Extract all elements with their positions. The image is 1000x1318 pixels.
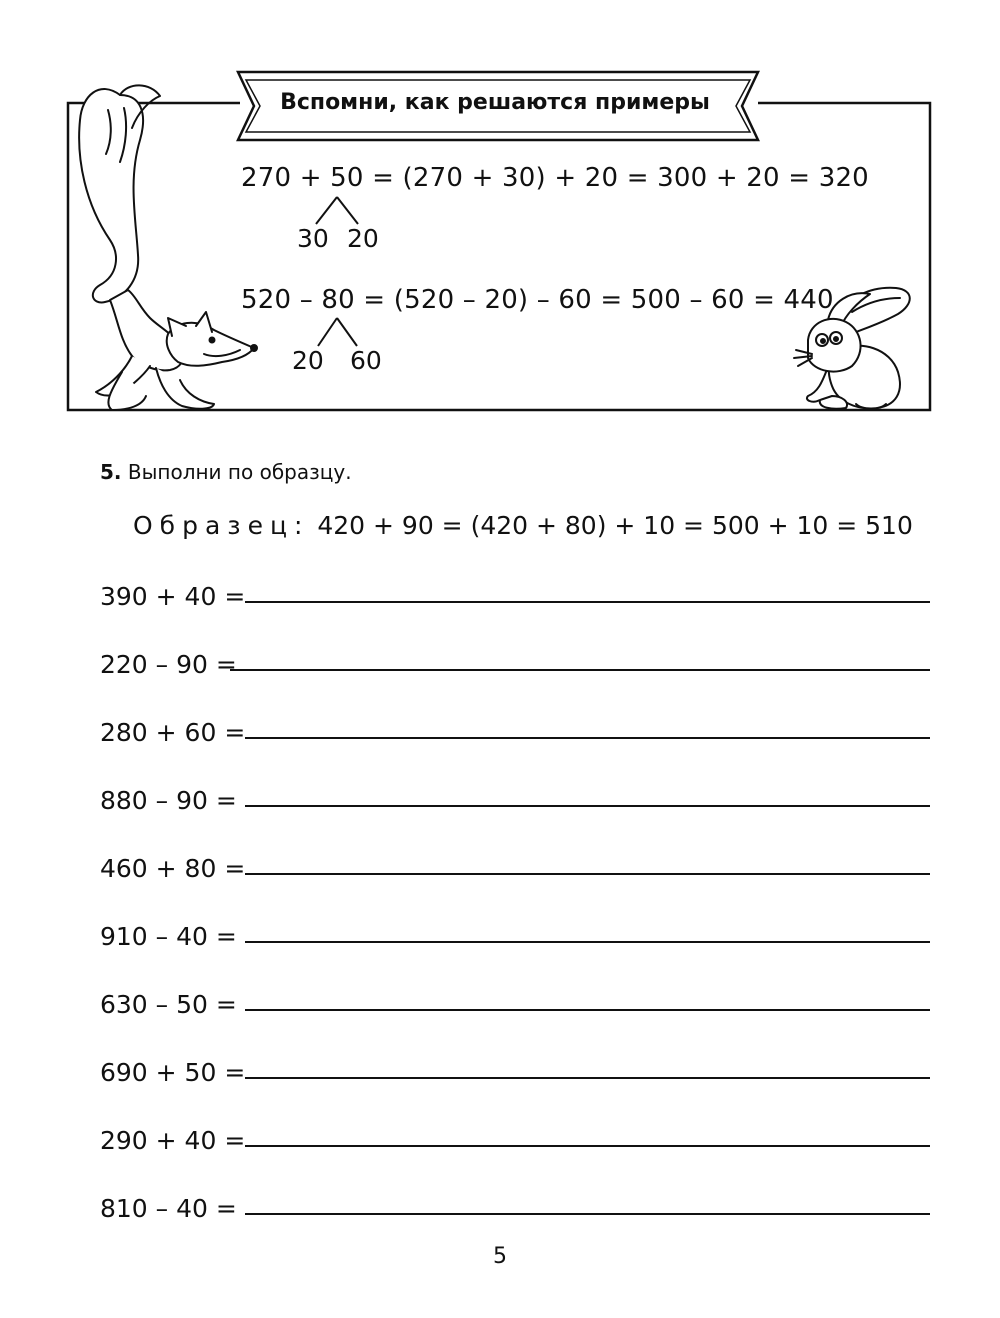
exercise-expression-6: 910 – 40 = [100, 922, 237, 951]
exercise-expression-5: 460 + 80 = [100, 854, 246, 883]
answer-line-10[interactable] [245, 1213, 930, 1215]
answer-line-2[interactable] [230, 669, 930, 671]
example-1-split-left: 30 [297, 224, 329, 253]
example-1-split-right: 20 [347, 224, 379, 253]
exercise-expression-7: 630 – 50 = [100, 990, 237, 1019]
exercise-expression-10: 810 – 40 = [100, 1194, 237, 1223]
exercise-expression-9: 290 + 40 = [100, 1126, 246, 1155]
example-1-equation: 270 + 50 = (270 + 30) + 20 = 300 + 20 = 320 [241, 163, 869, 193]
example-2-equation: 520 – 80 = (520 – 20) – 60 = 500 – 60 = 440 [241, 285, 834, 315]
example-2-split-left: 20 [292, 346, 324, 375]
split-branch-2 [318, 318, 357, 346]
answer-line-5[interactable] [245, 873, 930, 875]
reminder-frame [0, 0, 1000, 440]
task-number: 5. [100, 460, 122, 484]
task-heading [100, 460, 352, 484]
answer-line-3[interactable] [245, 737, 930, 739]
reminder-title: Вспомни, как решаются примеры [280, 90, 710, 115]
answer-line-8[interactable] [245, 1077, 930, 1079]
sample-label: Образец: [133, 511, 310, 540]
sample-line [133, 511, 913, 540]
answer-line-9[interactable] [245, 1145, 930, 1147]
exercise-expression-4: 880 – 90 = [100, 786, 237, 815]
task-instruction: Выполни по образцу. [127, 460, 352, 484]
answer-line-1[interactable] [245, 601, 930, 603]
answer-line-7[interactable] [245, 1009, 930, 1011]
fox-illustration [79, 85, 257, 410]
answer-line-6[interactable] [245, 941, 930, 943]
exercise-expression-1: 390 + 40 = [100, 582, 246, 611]
example-2-split-right: 60 [350, 346, 382, 375]
answer-line-4[interactable] [245, 805, 930, 807]
exercise-expression-3: 280 + 60 = [100, 718, 246, 747]
page-number: 5 [493, 1244, 507, 1269]
sample-equation: 420 + 90 = (420 + 80) + 10 = 500 + 10 = 510 [317, 511, 913, 540]
split-branch-1 [316, 197, 358, 224]
exercise-expression-8: 690 + 50 = [100, 1058, 246, 1087]
exercise-expression-2: 220 – 90 = [100, 650, 237, 679]
